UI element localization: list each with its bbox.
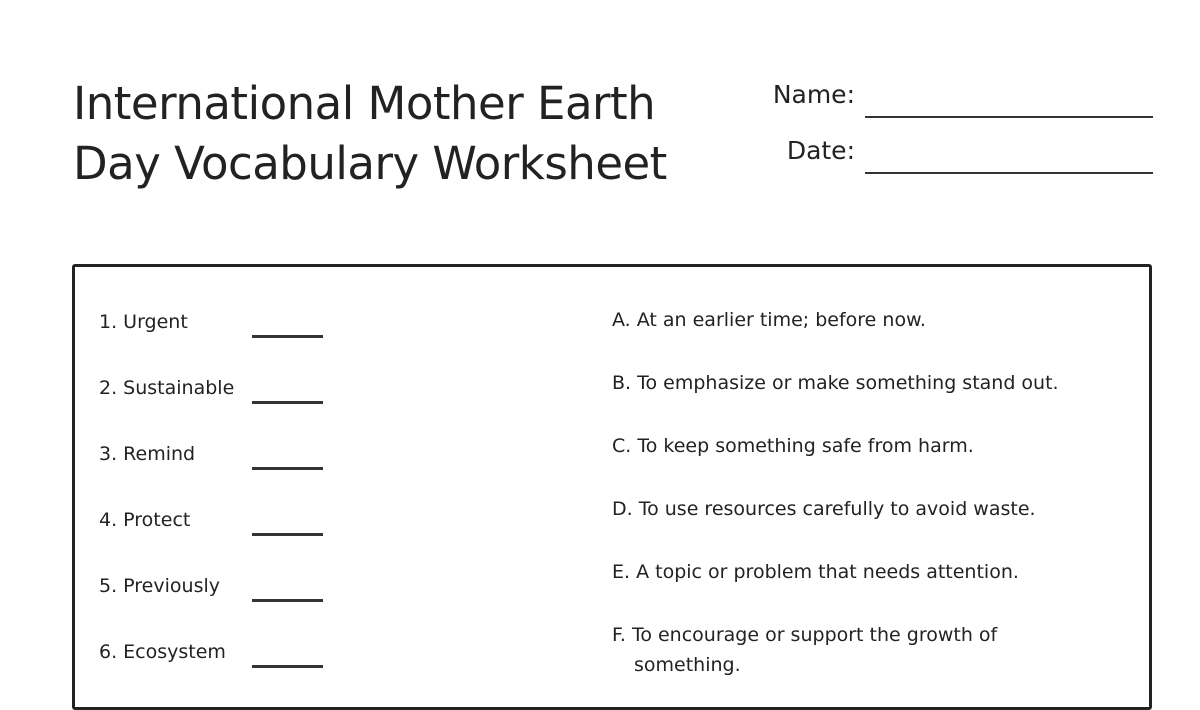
worksheet-title [73,74,713,194]
answer-blank[interactable] [252,401,323,404]
word-item [99,574,399,604]
answer-blank[interactable] [252,533,323,536]
word-label: 4. Protect [99,509,191,531]
answer-blank[interactable] [252,665,323,668]
name-blank-line[interactable] [865,116,1153,118]
matching-box [72,264,1152,710]
word-item [99,640,399,670]
definition-item: E. A topic or problem that needs attention. [612,561,1019,583]
answer-blank[interactable] [252,335,323,338]
word-item [99,508,399,538]
word-label: 6. Ecosystem [99,641,226,663]
word-label: 5. Previously [99,575,220,597]
word-label: 2. Sustainable [99,377,235,399]
word-item [99,376,399,406]
definition-item: B. To emphasize or make something stand out. [612,372,1059,394]
word-label: 1. Urgent [99,311,188,333]
answer-blank[interactable] [252,467,323,470]
definition-item: D. To use resources carefully to avoid waste. [612,498,1036,520]
word-item [99,310,399,340]
date-blank-line[interactable] [865,172,1153,174]
name-label: Name: [772,80,855,109]
title-line-1: International Mother Earth [73,77,656,130]
word-label: 3. Remind [99,443,196,465]
word-item [99,442,399,472]
definition-item: F. To encourage or support the growth of something. [612,624,998,676]
definition-item: A. At an earlier time; before now. [612,309,926,331]
date-label: Date: [786,136,855,165]
answer-blank[interactable] [252,599,323,602]
definition-item: C. To keep something safe from harm. [612,435,974,457]
name-field-row [735,80,1153,110]
date-field-row [735,136,1153,166]
title-line-2: Day Vocabulary Worksheet [73,137,667,190]
